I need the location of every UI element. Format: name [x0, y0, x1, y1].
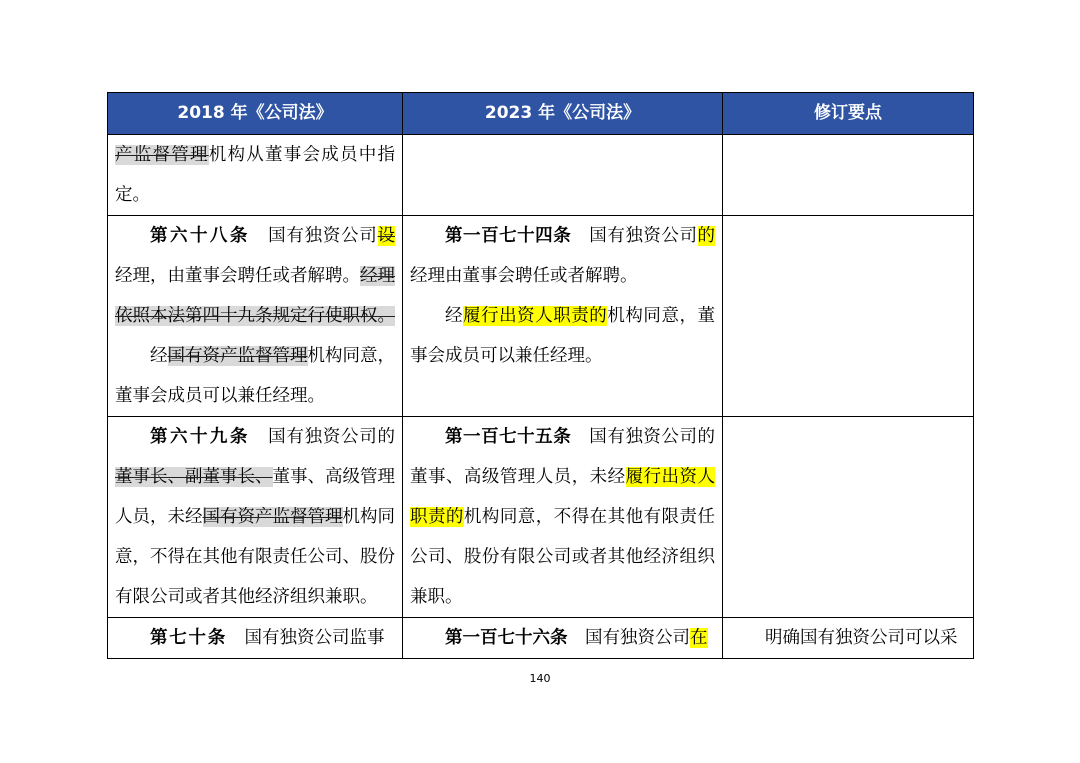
deleted-highlighted-text: 设	[377, 226, 396, 246]
text-segment: 董事、高级管理人员，未经	[115, 467, 395, 527]
text-segment: 明确国有独资公司可以采	[765, 628, 958, 648]
paragraph	[410, 417, 715, 617]
paragraph	[410, 618, 715, 658]
cell-revision-note	[723, 618, 974, 659]
header-row	[108, 93, 974, 135]
header-2018-law: 2018 年《公司法》	[108, 93, 403, 135]
header-revision-points: 修订要点	[723, 93, 974, 135]
cell-2023-law	[403, 417, 723, 618]
cell-revision-note	[723, 417, 974, 618]
text-segment: 机构同意，董事会成员可以兼任经理。	[115, 346, 395, 406]
paragraph	[410, 296, 715, 376]
cell-2023-law	[403, 135, 723, 216]
text-segment: 经理，由董事会聘任或者解聘。	[115, 266, 360, 286]
text-segment: 经理由董事会聘任或者解聘。	[410, 266, 638, 286]
table-row	[108, 618, 974, 659]
cell-2023-law	[403, 216, 723, 417]
added-text: 在	[690, 628, 708, 648]
article-heading: 第七十条	[150, 628, 227, 648]
table-row	[108, 216, 974, 417]
header-2023-law: 2023 年《公司法》	[403, 93, 723, 135]
paragraph	[730, 618, 966, 658]
paragraph	[115, 336, 395, 416]
added-text: 的	[697, 226, 715, 246]
cell-2023-law	[403, 618, 723, 659]
article-heading: 第六十九条	[150, 427, 250, 447]
deleted-text: 国有资产监督管理	[202, 507, 343, 527]
paragraph	[410, 216, 715, 296]
text-segment: 机构同意，不得在其他有限责任公司、股份有限公司或者其他经济组织兼职。	[115, 507, 395, 607]
cell-revision-note	[723, 135, 974, 216]
text-segment: 国有独资公司	[567, 628, 690, 648]
cell-2018-law	[108, 135, 403, 216]
cell-revision-note	[723, 216, 974, 417]
deleted-text: 产监督管理	[115, 145, 209, 165]
text-segment: 机构同意，不得在其他有限责任公司、股份有限公司或者其他经济组织兼职。	[410, 507, 715, 607]
added-text: 履行出资人职责的	[463, 306, 608, 326]
article-heading: 第一百七十四条	[445, 226, 572, 246]
text-segment: 国有独资公司的董事、高级管理人员，未经	[410, 427, 715, 487]
paragraph	[115, 618, 395, 658]
text-segment: 机构从董事会成员中指定。	[115, 145, 395, 205]
text-segment: 国有独资公司监事	[227, 628, 385, 648]
table-header	[108, 93, 974, 135]
text-segment: 经	[150, 346, 168, 366]
text-segment: 机构同意，董事会成员可以兼任经理。	[410, 306, 716, 366]
text-segment: 国有独资公司的	[249, 427, 396, 447]
paragraph	[115, 417, 395, 617]
text-segment: 经	[445, 306, 464, 326]
cell-2018-law	[108, 216, 403, 417]
paragraph	[115, 135, 395, 215]
text-segment: 国有独资公司	[571, 226, 698, 246]
table-body	[108, 135, 974, 659]
table-row	[108, 417, 974, 618]
text-segment: 国有独资公司	[249, 226, 378, 246]
deleted-text: 国有资产监督管理	[167, 346, 308, 366]
deleted-text: 经理依照本法第四十九条规定行使职权。	[115, 266, 395, 326]
article-heading: 第六十八条	[150, 226, 250, 246]
cell-2018-law	[108, 618, 403, 659]
deleted-text: 董事长、副董事长、	[115, 467, 273, 487]
article-heading: 第一百七十六条	[445, 628, 568, 648]
cell-2018-law	[108, 417, 403, 618]
article-heading: 第一百七十五条	[445, 427, 572, 447]
paragraph	[115, 216, 395, 336]
page-number: 140	[529, 672, 551, 685]
table-row	[108, 135, 974, 216]
added-text: 履行出资人职责的	[410, 467, 715, 527]
law-comparison-table	[107, 92, 974, 659]
